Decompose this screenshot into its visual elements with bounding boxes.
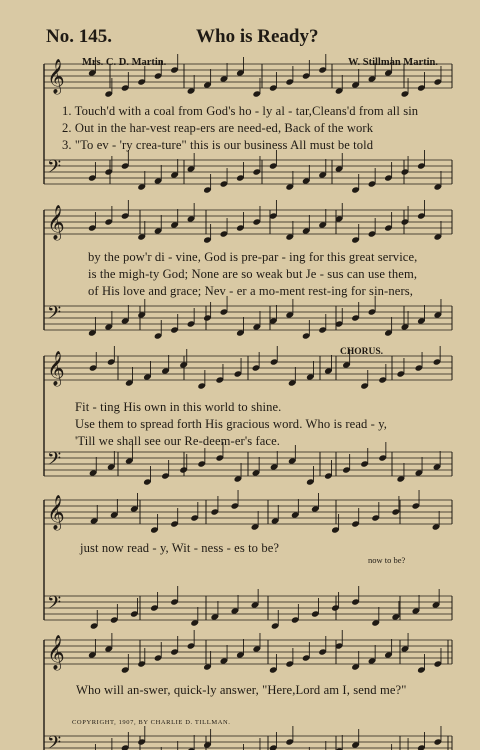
- lyric-line: Use them to spread forth His gracious word. Who is read - y,: [75, 417, 388, 431]
- bass-clef-icon: 𝄢: [47, 593, 62, 618]
- treble-clef-icon: 𝄞: [47, 351, 65, 386]
- treble-clef-icon: 𝄞: [47, 495, 65, 530]
- copyright-notice: COPYRIGHT, 1907, BY CHARLIE D. TILLMAN.: [72, 719, 231, 726]
- lyric-line: Fit - ting His own in this world to shine.: [75, 400, 282, 414]
- treble-clef-icon: 𝄞: [47, 635, 65, 670]
- bass-clef-icon: 𝄢: [47, 157, 62, 182]
- lyric-line: just now read - y, Wit - ness - es to be?: [80, 541, 280, 555]
- bass-clef-icon: 𝄢: [47, 733, 62, 750]
- lyricist-credit: Mrs. C. D. Martin.: [82, 57, 167, 68]
- lyric-line: 2. Out in the har-vest reap-ers are need-ed, Back of the work: [62, 121, 374, 135]
- chorus-label: CHORUS.: [340, 347, 384, 357]
- treble-clef-icon: 𝄞: [47, 205, 65, 240]
- echo-lyric: now to be?: [368, 555, 406, 565]
- lyric-line: Who will an-swer, quick-ly answer, "Here,Lord am I, send me?": [76, 683, 407, 697]
- composer-credit: W. Stillman Martin.: [347, 57, 438, 68]
- lyric-line: is the migh-ty God; None are so weak but Je - sus can use them,: [88, 267, 418, 281]
- lyric-line: 1. Touch'd with a coal from God's ho - ly al - tar,Cleans'd from all sin: [62, 104, 419, 118]
- lyric-line: of His love and grace; Nev - er a mo-ment rest-ing for sin-ners,: [88, 284, 413, 298]
- bass-clef-icon: 𝄢: [47, 449, 62, 474]
- hymn-title: Who is Ready?: [196, 26, 319, 47]
- hymn-number: No. 145.: [46, 26, 112, 47]
- treble-clef-icon: 𝄞: [47, 59, 65, 94]
- bass-clef-icon: 𝄢: [47, 303, 62, 328]
- lyric-line: 3. "To ev - 'ry crea-ture" this is our business All must be told: [62, 138, 374, 152]
- lyric-line: 'Till we shall see our Re-deem-er's face.: [75, 434, 281, 448]
- lyric-line: by the pow'r di - vine, God is pre-par - ing for this great service,: [88, 250, 418, 264]
